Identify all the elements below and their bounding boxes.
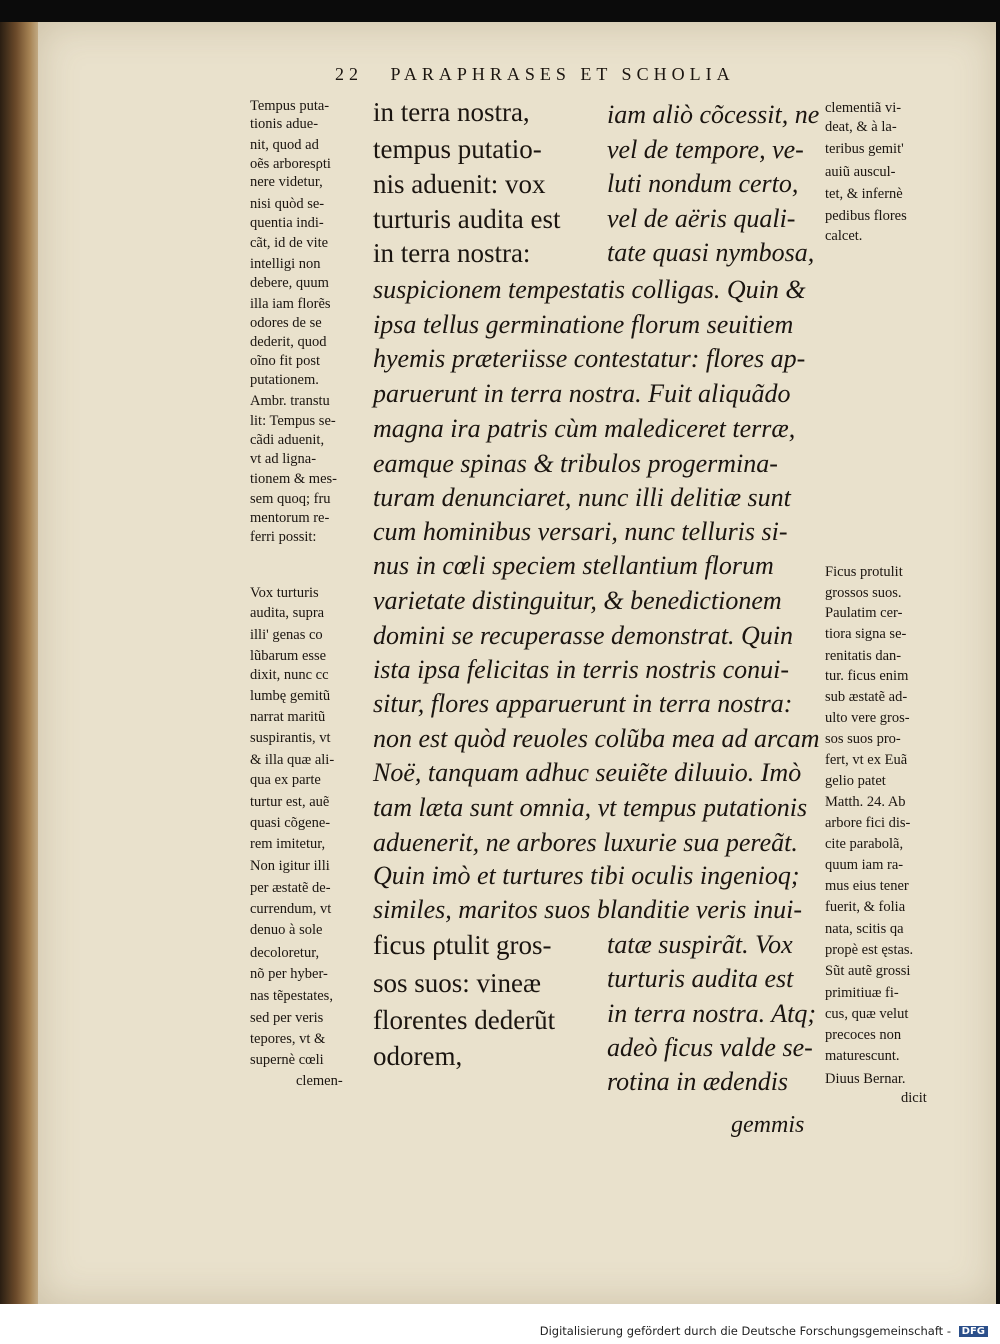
left-margin-line: currendum, vt	[250, 901, 332, 917]
left-margin-line: Ambr. transtu	[250, 393, 330, 409]
paraphrase-line: iam aliò cõcessit, ne	[607, 100, 820, 129]
paraphrase-line: aduenerit, ne arbores luxurie sua pereãt.	[373, 828, 798, 857]
paraphrase-line: magna ira patris cùm malediceret terræ,	[373, 414, 796, 443]
left-margin-line: odores de se	[250, 315, 322, 331]
left-margin-line: quentia indi-	[250, 215, 324, 231]
paraphrase-line: cum hominibus versari, nunc telluris si-	[373, 517, 788, 546]
left-margin-line: supernè cœli	[250, 1052, 324, 1068]
left-margin-line: debere, quum	[250, 275, 329, 291]
right-margin-line: nata, scitis qa	[825, 921, 904, 937]
paraphrase-line: nus in cœli speciem stellantium florum	[373, 551, 774, 580]
paraphrase-line: tatæ suspirãt. Vox	[607, 930, 793, 959]
left-margin-line: Tempus puta-	[250, 98, 330, 114]
left-margin-line: lũbarum esse	[250, 648, 327, 664]
left-margin-line: & illa quæ ali-	[250, 752, 335, 768]
paraphrase-line: hyemis præteriisse contestatur: flores ap-	[373, 344, 806, 373]
right-margin-line: tiora signa se-	[825, 626, 907, 642]
right-margin-line: pedibus flores	[825, 208, 907, 224]
left-margin-line: tionis adue-	[250, 116, 319, 132]
left-margin-line: turtur est, auẽ	[250, 794, 330, 810]
left-margin-line: decoloretur,	[250, 945, 320, 961]
left-margin-line: quasi cõgene-	[250, 815, 331, 831]
running-title: PARAPHRASES ET SCHOLIA	[390, 64, 735, 84]
left-margin-line: Vox turturis	[250, 585, 319, 601]
book-spine	[0, 22, 40, 1304]
left-margin-line: oĩno fit post	[250, 353, 321, 369]
left-margin-line: illi' genas co	[250, 627, 323, 643]
left-margin-line: nisi quòd se-	[250, 196, 325, 212]
left-margin-line: nit, quod ad	[250, 137, 319, 153]
verse-line: odorem,	[373, 1041, 463, 1071]
paraphrase-line: ipsa tellus germinatione florum seuitiem	[373, 310, 794, 339]
paraphrase-line: vel de tempore, ve-	[607, 135, 804, 164]
left-margin-line: qua ex parte	[250, 772, 321, 788]
left-margin-line: narrat maritũ	[250, 709, 326, 725]
right-margin-line: Sũt autẽ grossi	[825, 963, 911, 979]
left-margin-line: dixit, nunc cc	[250, 667, 329, 683]
left-margin-line: ferri possit:	[250, 529, 317, 545]
right-margin-line: gelio patet	[825, 773, 886, 789]
left-margin-line: cãt, id de vite	[250, 235, 329, 251]
credit-text: Digitalisierung gefördert durch die Deutsche Forschungsgemeinschaft -	[539, 1324, 951, 1338]
right-margin-line: auiũ auscul-	[825, 164, 896, 180]
left-margin-line: nere videtur,	[250, 174, 323, 190]
paraphrase-line: eamque spinas & tribulos progermina-	[373, 449, 778, 478]
paraphrase-line: tate quasi nymbosa,	[607, 238, 815, 267]
right-margin-line: renitatis dan-	[825, 648, 902, 664]
right-margin-line: mus eius tener	[825, 878, 909, 894]
digitization-credit	[540, 1324, 988, 1338]
left-margin-line: nõ per hyber-	[250, 966, 328, 982]
right-margin-line: quum iam ra-	[825, 857, 904, 873]
left-margin-line: cãdi aduenit,	[250, 432, 325, 448]
left-margin-line: sed per veris	[250, 1010, 324, 1026]
left-margin-line: Non igitur illi	[250, 858, 330, 874]
paraphrase-line: paruerunt in terra nostra. Fuit aliquãdo	[373, 379, 791, 408]
paraphrase-line: turturis audita est	[607, 964, 794, 993]
paraphrase-line: turam denunciaret, nunc illi delitiæ sunt	[373, 483, 791, 512]
paraphrase-line: suspicionem tempestatis colligas. Quin &	[373, 275, 806, 304]
right-margin-line: deat, & à la-	[825, 119, 897, 135]
dfg-logo: DFG	[959, 1326, 988, 1337]
verse-line: sos suos: vineæ	[373, 968, 542, 998]
catchword: gemmis	[731, 1112, 805, 1138]
right-margin-line: tet, & infernè	[825, 186, 903, 202]
right-margin-line: sos suos pro-	[825, 731, 901, 747]
left-margin-line: tionem & mes-	[250, 471, 337, 487]
paraphrase-line: non est quòd reuoles colũba mea ad arcam	[373, 724, 820, 753]
left-margin-line: audita, supra	[250, 605, 325, 621]
left-margin-line: sem quoq; fru	[250, 491, 331, 507]
left-margin-line: intelligi non	[250, 256, 321, 272]
paraphrase-line: Noë, tanquam adhuc seuiẽte diluuio. Imò	[373, 758, 802, 787]
verse-line: nis aduenit: vox	[373, 169, 546, 199]
paraphrase-line: luti nondum certo,	[607, 169, 799, 198]
paraphrase-line: domini se recuperasse demonstrat. Quin	[373, 621, 794, 650]
right-margin-line: ulto vere gros-	[825, 710, 910, 726]
left-margin-line: illa iam florẽs	[250, 296, 331, 312]
verse-line: florentes dederũt	[373, 1005, 556, 1035]
right-margin-line: Ficus protulit	[825, 564, 903, 580]
left-margin-line: tepores, vt &	[250, 1031, 326, 1047]
paraphrase-line: Quin imò et turtures tibi oculis ingenioq;	[373, 861, 800, 890]
right-margin-line: primitiuæ fi-	[825, 985, 899, 1001]
paraphrase-line: vel de aëris quali-	[607, 204, 796, 233]
left-margin-line: per æstatẽ de-	[250, 880, 331, 896]
verse-line: turturis audita est	[373, 204, 561, 234]
left-margin-line: suspirantis, vt	[250, 730, 331, 746]
right-margin-line: cus, quæ velut	[825, 1006, 909, 1022]
paraphrase-line: in terra nostra. Atq;	[607, 999, 816, 1028]
left-margin-line: lumbę gemitũ	[250, 688, 331, 704]
left-margin-line: clemen-	[296, 1073, 343, 1089]
left-margin-line: mentorum re-	[250, 510, 330, 526]
right-margin-line: Diuus Bernar.	[825, 1071, 906, 1087]
right-margin-line: Paulatim cer-	[825, 605, 903, 621]
right-margin-line: grossos suos.	[825, 585, 902, 601]
verse-line: in terra nostra,	[373, 97, 530, 127]
left-margin-line: rem imitetur,	[250, 836, 326, 852]
left-margin-line: lit: Tempus se-	[250, 413, 336, 429]
right-margin-line: propè est ęstas.	[825, 942, 914, 958]
running-header	[335, 64, 735, 85]
left-margin-line: oẽs arboresρti	[250, 156, 331, 172]
right-margin-line: fuerit, & folia	[825, 899, 906, 915]
paraphrase-line: adeò ficus valde se-	[607, 1033, 813, 1062]
paraphrase-line: situr, flores apparuerunt in terra nostra:	[373, 689, 793, 718]
verse-line: tempus putatio-	[373, 134, 542, 164]
right-margin-line: precoces non	[825, 1027, 902, 1043]
left-margin-line: putationem.	[250, 372, 319, 388]
right-margin-line: clementiã vi-	[825, 100, 902, 116]
right-margin-line: Matth. 24. Ab	[825, 794, 906, 810]
right-margin-line: teribus gemit'	[825, 141, 904, 157]
right-margin-line: tur. ficus enim	[825, 668, 909, 684]
left-margin-line: nas tẽpestates,	[250, 988, 333, 1004]
left-margin-line: dederit, quod	[250, 334, 327, 350]
verse-line: in terra nostra:	[373, 238, 531, 268]
right-margin-line: dicit	[901, 1090, 927, 1106]
right-margin-line: fert, vt ex Euã	[825, 752, 908, 768]
page-number: 22	[335, 64, 363, 84]
right-margin-line: sub æstatẽ ad-	[825, 689, 908, 705]
right-margin-line: cite parabolã,	[825, 836, 904, 852]
right-margin-line: arbore fici dis-	[825, 815, 911, 831]
left-margin-line: vt ad ligna-	[250, 451, 317, 467]
paraphrase-line: varietate distinguitur, & benedictionem	[373, 586, 782, 615]
verse-line: ficus ρtulit gros-	[373, 930, 552, 960]
paraphrase-line: tam læta sunt omnia, vt tempus putationis	[373, 793, 808, 822]
right-margin-line: calcet.	[825, 228, 863, 244]
paraphrase-line: similes, maritos suos blanditie veris inui-	[373, 895, 802, 924]
paraphrase-line: rotina in ædendis	[607, 1067, 789, 1096]
paraphrase-line: ista ipsa felicitas in terris nostris conui-	[373, 655, 790, 684]
left-margin-line: denuo à sole	[250, 922, 323, 938]
right-margin-line: maturescunt.	[825, 1048, 900, 1064]
